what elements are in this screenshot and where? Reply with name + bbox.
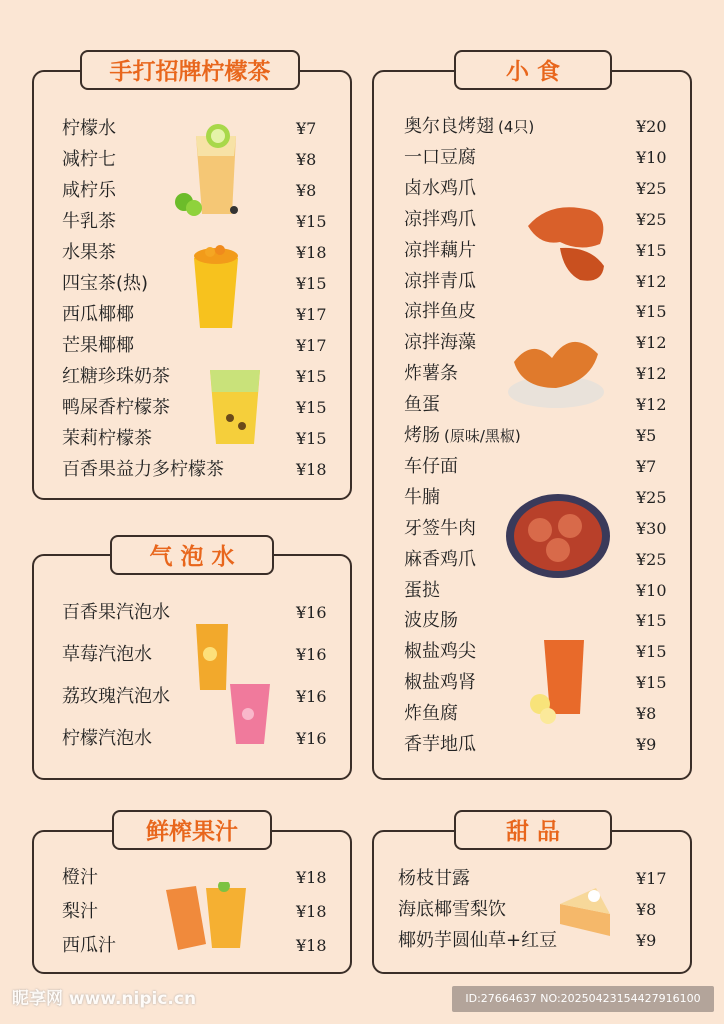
- menu-item: [404, 454, 676, 480]
- passion-fruit-drink-image: [200, 362, 270, 446]
- lemon-tea-cup-image: [172, 122, 250, 220]
- menu-item-name: 波皮肠: [404, 610, 458, 632]
- lemon-tea-dessert-image: [526, 634, 590, 726]
- menu-item-name: 橙汁: [62, 867, 98, 888]
- chicken-wings-image: [520, 196, 616, 288]
- menu-item-price: ¥8: [296, 181, 317, 200]
- menu-item-name: 减柠七: [62, 149, 116, 170]
- menu-item-price: ¥15: [636, 302, 667, 322]
- menu-item: [398, 897, 676, 923]
- menu-item-price: ¥10: [636, 147, 667, 167]
- tea-section-title: 手打招牌柠檬茶: [80, 50, 300, 90]
- menu-item-name: 四宝茶(热): [62, 273, 149, 294]
- menu-item-price: ¥17: [296, 336, 327, 355]
- menu-item-price: ¥12: [636, 364, 667, 384]
- menu-item-price: ¥15: [636, 673, 667, 693]
- menu-item-price: ¥12: [636, 271, 667, 291]
- menu-item-price: ¥8: [636, 704, 657, 724]
- menu-item-name: 牛乳茶: [62, 211, 116, 232]
- menu-item-price: ¥9: [636, 735, 657, 754]
- menu-item-name: 鱼蛋: [404, 394, 440, 416]
- menu-item-price: ¥25: [636, 178, 667, 198]
- menu-item-price: ¥18: [296, 902, 327, 921]
- menu-item-name: 炸鱼腐: [404, 703, 458, 725]
- menu-item-price: ¥17: [636, 869, 667, 888]
- menu-item-price: ¥7: [636, 456, 657, 476]
- juice-cups-image: [162, 882, 254, 954]
- menu-item-price: ¥18: [296, 936, 327, 955]
- menu-item-price: ¥15: [636, 642, 667, 662]
- menu-item-price: ¥16: [296, 687, 327, 706]
- menu-item-price: ¥9: [636, 931, 657, 950]
- menu-item-price: ¥16: [296, 603, 327, 622]
- menu-item-price: ¥12: [636, 395, 667, 415]
- menu-item-price: ¥15: [296, 274, 327, 293]
- dessert-section-title: 甜 品: [454, 810, 612, 850]
- cake-slice-image: [556, 884, 614, 942]
- menu-item: [62, 333, 336, 359]
- menu-item-price: ¥18: [296, 460, 327, 479]
- menu-item: [62, 426, 336, 452]
- menu-item-price: ¥8: [296, 150, 317, 169]
- menu-item-name: 炸薯条: [404, 363, 458, 385]
- menu-item-price: ¥17: [296, 305, 327, 324]
- menu-item-name: 香芋地瓜: [404, 734, 476, 755]
- menu-item-name: 鸭屎香柠檬茶: [62, 397, 170, 418]
- menu-item-name: 蛋挞: [404, 579, 440, 601]
- menu-item-note: (原味/黑椒): [444, 427, 521, 445]
- menu-item-name: 芒果椰椰: [62, 335, 134, 356]
- mango-drink-image: [186, 242, 246, 330]
- menu-item-name: 牛腩: [404, 486, 440, 508]
- menu-item: [62, 395, 336, 421]
- menu-item-price: ¥12: [636, 333, 667, 353]
- menu-item-name: 荔玫瑰汽泡水: [62, 686, 170, 707]
- menu-item-name: 西瓜椰椰: [62, 304, 134, 325]
- menu-item: [404, 608, 676, 634]
- menu-item-name: 车仔面: [404, 455, 458, 477]
- menu-item-price: ¥5: [636, 426, 657, 445]
- menu-item-name: 一口豆腐: [404, 146, 476, 168]
- menu-item-name: 水果茶: [62, 242, 116, 263]
- menu-item-price: ¥15: [636, 240, 667, 260]
- menu-item-name: 海底椰雪梨饮: [398, 899, 506, 920]
- soda-section-title: 气 泡 水: [110, 535, 274, 575]
- watermark-id: ID:27664637 NO:20250423154427916100: [452, 986, 714, 1012]
- menu-item-name: 烤肠: [404, 425, 440, 446]
- menu-item-price: ¥10: [636, 580, 667, 600]
- menu-item-price: ¥25: [636, 549, 667, 569]
- menu-item-name: 凉拌鱼皮: [404, 301, 476, 323]
- menu-item-name: 椰奶芋圆仙草+红豆: [398, 930, 558, 951]
- menu-item-price: ¥15: [296, 212, 327, 231]
- menu-item-price: ¥25: [636, 209, 667, 229]
- menu-item-name: 西瓜汁: [62, 935, 116, 956]
- menu-item: [404, 732, 676, 758]
- menu-item: [398, 928, 676, 954]
- menu-item-name: 梨汁: [62, 901, 98, 922]
- menu-item-name: 牙签牛肉: [404, 517, 476, 539]
- menu-item-name: 卤水鸡爪: [404, 177, 476, 199]
- lotus-root-dish-image: [504, 490, 612, 582]
- sparkling-water-image: [190, 618, 274, 748]
- menu-item-price: ¥18: [296, 868, 327, 887]
- menu-item-price: ¥15: [296, 398, 327, 417]
- menu-item-price: ¥16: [296, 645, 327, 664]
- menu-item-price: ¥15: [296, 429, 327, 448]
- menu-item-note: (4只): [498, 118, 535, 136]
- menu-item-price: ¥8: [636, 900, 657, 919]
- menu-item: [62, 364, 336, 390]
- menu-item-name: 柠檬汽泡水: [62, 728, 152, 749]
- menu-item-name: 百香果汽泡水: [62, 602, 170, 623]
- menu-item-name: 凉拌鸡爪: [404, 208, 476, 230]
- menu-item-name: 椒盐鸡尖: [404, 641, 476, 663]
- menu-item: [62, 457, 336, 483]
- snacks-section-title: 小 食: [454, 50, 612, 90]
- menu-item-name: 咸柠乐: [62, 180, 116, 201]
- menu-item-price: ¥15: [636, 611, 667, 631]
- menu-item-name: 草莓汽泡水: [62, 644, 152, 665]
- menu-item-name: 红糖珍珠奶茶: [62, 366, 170, 387]
- menu-item-price: ¥20: [636, 117, 667, 136]
- menu-item-name: 百香果益力多柠檬茶: [62, 459, 224, 480]
- menu-item-price: ¥16: [296, 729, 327, 748]
- menu-item-price: ¥7: [296, 119, 317, 138]
- menu-item-price: ¥18: [296, 243, 327, 262]
- menu-item-name: 杨枝甘露: [398, 868, 470, 889]
- juice-section-title: 鲜榨果汁: [112, 810, 272, 850]
- watermark-logo: 昵享网 www.nipic.cn: [12, 989, 197, 1009]
- menu-item-name: 柠檬水: [62, 118, 116, 139]
- menu-item-price: ¥30: [636, 518, 667, 538]
- menu-item-name: 麻香鸡爪: [404, 548, 476, 570]
- menu-item-name: 奥尔良烤翅: [404, 116, 494, 137]
- menu-item-price: ¥15: [296, 367, 327, 386]
- menu-item-name: 椒盐鸡肾: [404, 672, 476, 694]
- menu-item-name: 凉拌青瓜: [404, 270, 476, 292]
- menu-item: [404, 423, 676, 449]
- chicken-feet-image: [502, 318, 610, 412]
- menu-item-name: 凉拌藕片: [404, 239, 476, 261]
- menu-item: [404, 114, 676, 140]
- menu-item-name: 茉莉柠檬茶: [62, 428, 152, 449]
- menu-item: [404, 145, 676, 171]
- menu-item-price: ¥25: [636, 487, 667, 507]
- menu-item-name: 凉拌海藻: [404, 332, 476, 354]
- menu-item: [398, 866, 676, 892]
